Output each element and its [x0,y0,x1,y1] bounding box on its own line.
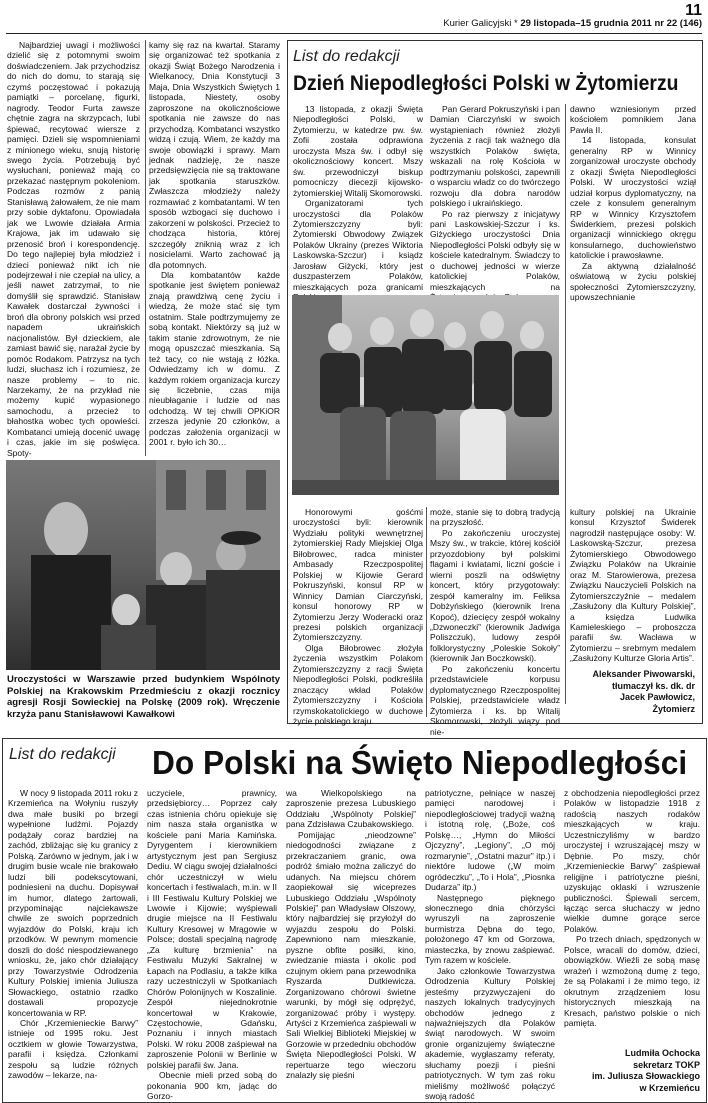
paragraph: Za aktywną działalność oświatową w życiu polskiej społeczności Żytomierszczyzny, upowszechnianie [570,260,696,303]
right-article-bottom-col2 [430,507,560,737]
header-rule [6,33,702,34]
paragraph: Pomijając „nieodzowne” niedogodności związane z przekraczaniem granic, owa podróż śmiało można zaliczyć do udanych. Na miejscu chórem zaopiekował się wiceprezes Lubuskiego Oddziału „Wspólnoty Polskiej” pan Władysław Olszowy, który najbardziej się przyłożył do wyjazdu zespołu do Polski. Zapewniono nam mieszkanie, pyszne obfite posiłki, kino, zwiedzanie miasta i okolic pod czujnym okiem pana przewodnika Ryszarda Dutkiewicza. Zorganizowano chórowi świetne warunki, by mógł się odprężyć, zorganizować próby i występy. Artyści z Krzemieńca zaśpiewali w Sali Wielkiej Biblioteki Miejskiej w Gorzowie w przededniu obchodów Święta Niepodległości Polski. W repertuarze tego wieczoru znalazły się pieśni [286,829,416,1081]
signature-line: im. Juliusza Słowackiego [591,1071,700,1081]
running-head-publication: Kurier Galicyjski * [443,18,521,29]
signature-bottom-article [560,1048,700,1094]
paragraph: Obecnie mieli przed sobą do pokonania 900 km, jadąc do Gorzo- [147,1070,277,1102]
paragraph: Następnego pięknego słonecznego dnia chórzyści wyruszyli na zaproszenie burmistrza Dębna do tego, położonego 47 km od Gorzowa, miasteczka, by znowu zaśpiewać. Tym razem w kościele. [425,892,555,966]
column-divider [145,40,146,456]
right-article-bottom-col3 [570,507,696,664]
left-article-col1 [7,40,140,460]
column-divider [565,104,566,704]
signature-line: tłumaczył ks. dk. dr [611,680,695,691]
paragraph: Jako członkowie Towarzystwa Odrodzenia Kultury Polskiej jesteśmy przyzwyczajeni do naszych lokalnych tradycyjnych obchodów jednego z najważniejszych dla Polaków świąt narodowych. W swoim gronie organizujemy świąteczne akademie, wygłaszamy referaty, słuchamy poezji i pieśni patriotycznych. W tym zaś roku mieliśmy możliwość połączyć swoją radość [425,965,555,1102]
ceremony-photo [6,460,280,670]
paragraph: kultury polskiej na Ukrainie konsul Krzysztof Świderek nagrodził następujące osoby: W. Laskowską-Szczur, prezesa Żytomierskiego Obwodowego Związku Polaków na Ukrainie oraz M. Starowierowa, prezesa Związku Nauczycieli Polskich na Żytomierszczyźnie – medalem „Zasłużony dla Kultury Polskiej”, a księdza Ludwika Kamieleskiego – proboszcza parafii św. Wacława w Żytomierzu – srebrnym medalem „Zasłużony Kulturze Gloria Artis”. [570,507,696,664]
paragraph: W nocy 9 listopada 2011 roku z Krzemieńca na Wołyniu ruszyły dwa małe busiki po brzegi wypełnione ludźmi. Pojazdy podążały coraz bardziej na zachód, zbliżając się ku granicy z Polską. Zarówno w jednym, jak i w drugim busie wcale nie brakowało ludzi bili podekscytowani, podniesieni na duchu. Dopisywał im humor, dlatego żartowali, przypominając najciekawsze chwile ze swoich poprzednich wyjazdów do Polski, kraju ich przodków. W pewnym momencie doszli do dość niespodziewanego wniosku, że, jako chór działający przy Towarzystwie Odrodzenia Kultury Polskiej imienia Juliusza Słowackiego, ostatnio rzadko dostawali propozycje koncertowania w RP. [8,788,138,1018]
signature-line: sekretarz TOKP [633,1059,700,1070]
paragraph: wa Wielkopolskiego na zaproszenie prezesa Lubuskiego Oddziału „Wspólnoty Polskiej” pana Zdzisława Czubakowskiego. [286,788,416,830]
paragraph: Honorowymi gośćmi uroczystości byli: kierownik Wydziału polityki wewnętrznej żytomierskiej Rady Miejskiej Olga Biłobrowec, radca minister Ambasady Rzeczpospolitej Polskiej w Kijowie Gerard Pokruszyński, konsul RP w Winnicy Damian Ciarczyński, konsul honorowy RP w Żytomierzu Jerzy Woderacki oraz prezesi polskich organizacji Żytomierszczyzny. [293,507,423,643]
paragraph: Po zakończeniu uroczystej Mszy św., w trakcie, której kościół przyozdobiony był polskimi flagami i kwiatami, liczni goście i wierni poszli na odświętny koncert, który przygotowały: zespół kameralny im. Feliksa Dobżyńskiego (kierownik Irena Kopoć), dziecięcy zespół wokalny „Dzwoneczki” (kierownik Jadwiga Poliszczuk), ludowy zespół folklorystyczny „Poleskie Sokoły” (kierownik Jan Boczkowski). [430,527,560,664]
paragraph: uczyciele, prawnicy, przedsiębiorcy… Poprzez cały czas istnienia chóru opiekuje się nim nasza stała organistka w kościele pani Maria Kamińska. Dyrygentem i kierownikiem artystycznym jest pan Sergiusz Dediu. W ciągu swojej działalności chór uczestniczył w wielu koncertach i festiwalach, m.in. w II i III Festiwalu Kultury Polskiej we Lwowie i Kijowie; wyśpiewali drugie miejsce na II Festiwalu Kultury Kresowej w Mrągowie w Polsce; dostali specjalną nagrodę „Za kulturę brzmienia” na Festiwalu Muzyki Sakralnej w Łapach na Podlasiu, a także kilka razy uczestniczyli w Spotkaniach Chórów Polonijnych w Koszalinie. Zespół niejednokrotnie koncertował w Krakowie, Częstochowie, Gdańsku, Poznaniu i innych miastach Polski. W roku 2008 zaśpiewał na zaproszenie Polonii w Berlinie w polskiej parafii św. Jana. [147,788,277,1070]
bottom-article-col5 [564,788,700,1038]
right-article-top-col2 [430,104,560,292]
article-title: Dzień Niepodległości Polski w Żytomierzu [293,72,679,95]
paragraph: kamy się raz na kwartał. Staramy się organizować też spotkania z okazji Świąt Bożego Narodzenia i Wielkanocy, Dnia Konstytucji 3 Maja, Dnia Wszystkich Świętych 1 listopada, Niestety, osoby zaproszone na okolicznościowe spotkania nie zawsze do nas przychodzą. Kombatanci wszystko widzą i czują. Wiem, że każdy ma swoje obowiązki i sprawy. Mam jednak nadzieję, że nasze przedsięwzięcia nie są traktowane jak spotkania staruszków. Zwłaszcza młodzieży należy rozmawiać z kombatantami. W ten sposób wzbogaci się duchowo i zakorzeni w polskości. Przecież to chodząca historia, której szczegóły zniknią wraz z ich nosicielami. Warto zachować ją dla potomnych. [149,40,280,270]
running-head [443,18,702,29]
bottom-article-col1 [8,788,138,1100]
right-article-top-col3 [570,104,696,434]
paragraph: Po trzech dniach, spędzonych w Polsce, wracali do domów, dzieci, obowiązków. Wieźli ze sobą masę wrażeń i wzmożoną dumę z tego, że są Polakami i że mimo tego, iż okrutnym zrządzeniem losu historycznych mieszkają na Kresach, państwo polskie o nich pamięta. [564,934,700,1028]
paragraph: Po zakończeniu koncertu przedstawiciele korpusu dyplomatycznego Rzeczpospolitej Polskiej, przedstawiciele władz Żytomierza i ks. bp Witalij Skomorowski, złożyli wiązy pod nie- [430,663,560,737]
photo-caption: Uroczystości w Warszawie przed budynkiem Wspólnoty Polskiej na Krakowskim Przedmieściu z okazji rocznicy agresji Rosji Sowieckiej na Polskę (2009 rok). Wręczenie krzyża panu Stanisławowi Kawałkowi [7,674,280,720]
paragraph: patriotyczne, pełniące w naszej pamięci narodowej i niepodległościowej tradycji ważną i istotną rolę, („Boże, coś Polskę…, „Hymn do Miłości Ojczyzny”, „Legiony”, „O mój rozmarynie”, „Ostatni mazur” itp.) i niektóre ludowe („W moim ogródeczku”, „To i Hola”, „Piosnka Dudarza” itp.) [425,788,555,893]
paragraph: Chór „Krzemienieckie Barwy” istnieje od 1995 roku. Jest ocztkiem w głowie Towarzystwa, parafii i księdza. Członkami zespołu są ludzie różnych zawodów – lekarze, na- [8,1017,138,1081]
signature-line: Ludmiła Ochocka [624,1048,700,1058]
left-article-col2 [149,40,280,460]
paragraph: 14 listopada, konsulat generalny RP w Winnicy zorganizował uroczyste obchody z okazji Święta Niepodległości Polski. W uroczystości wziął udział korpus dyplomatyczny, na czele z konsulem generalnym RP w Winnicy Krzysztofem Świderkiem, prezesi polskich organizacji winnickiego okręgu konsularnego, duchowieństwo katolickie i prawosławne. [570,135,696,261]
paragraph: Olga Biłobrowec złożyła życzenia wszystkim Polakom Żytomierszczyzny z racji Święta Niepodległości Polski, podkreśliła znaczący wkład Polaków Żytomierszczyzny i Kościoła rzymskokatolickiego w duchowe życie polskiego kraju. [293,642,423,727]
paragraph: Dla kombatantów każde spotkanie jest świętem ponieważ znają prawdziwą cenę życiu i wiedzą, że może stać się tym ostatnim. Stale podtrzymujemy ze sobą kontakt. Niektórzy są już w takim stanie zdrowotnym, że nie mogą opuszczać mieszkania. Są też tacy, co nie wstają z łóżka. Odwiedzamy ich w domu. Z każdym rokiem organizacja kurczy się liczebnie, czas mija nieubłaganie i ludzie od nas odchodzą. W tej chwili OPKiOR zrzesza jedynie 20 członków, a podczas założenia organizacji w 2001 r. było ich 30… [149,269,280,448]
right-article-bottom-col1 [293,507,423,727]
signature-line: Jacek Pawłowicz, [619,692,695,702]
paragraph: z obchodzenia niepodległości przez Polaków w listopadzie 1918 z radością naszych rodaków mieszkających w kraju. Uczestniczyliśmy w bardzo uroczystej i wzruszającej mszy w Dębnie. Po mszy, chór „Krzemienieckie Barwy” zaśpiewał religijne i patriotyczne pieśni, uzyskując oklaski i wzruszenie publiczności. Śpiewali sercem, łącząc serca słuchaczy w jedno wielkie dumne gorące serce Polaków. [564,788,700,934]
running-head-issue: 29 listopada–15 grudnia 2011 nr 22 (146) [520,18,702,29]
paragraph: może, stanie się to dobrą tradycją na przyszłość. [430,507,560,528]
right-article-top-col1 [293,104,423,292]
paragraph: Najbardziej uwagi i możliwości dzielić się z potomnymi swoim doświadczeniem. Jak przychodzisz do nich do domu, to starają się czymś poczęstować i pokazują pamiątki – porcelanę, figurki, nagrody. Teodor Furta zawsze chętnie zagra na skrzypcach, lubi śpiewać, recytować wiersze z pamięci. Dzieli się wspomnieniami z minionego wieku, snują historię swego życia. Potrzebują być wysłuchani, ponieważ mają co przekazać następnym pokoleniom. Podczas rozmów z panią Stanisławą żałowałem, że nie mam przy sobie dyktafonu. Opowiadała jak we Lwowie działała Armia Krajowa, jak im udawało się przenosić broń i korespondencję. Do tego najlepiej była młodzież i dzieci ponieważ nikt ich nie podejrzewał i nie czepiał na ulicy, a jeśli nawet zatrzymał, to nie domyślił się sprawdzić. Stanisław Kawałek dostarczał żywności i broń dla obrony polskich wsi przed napadem ukraińskich nacjonalistów. Był dzieckiem, ale zamiast bawić się, narażał życie by pomóc Rodakom. Patrzysz na tych ludzi, słuchasz ich i rozumiesz, że nasze problemy – to nic. Narzekamy, że na przykład nie możemy kupić wypasionego samochodu, a przecież to błahostka wobec tych opowieści. Kombatanci umieją docenić uwagę i czas, jakie im się poświęca. Spoty- [7,40,140,458]
bottom-article-col4 [425,788,555,1100]
signature-top-article [560,669,695,715]
paragraph: dawno wzniesionym przed kościołem pomnikiem Jana Pawła II. [570,104,696,135]
page-number: 11 [685,2,702,19]
signature-line: Żytomierz [652,703,695,714]
paragraph: Pan Gerard Pokruszyński i pan Damian Ciarczyński w swoich wystąpieniach również złożyli życzenia z racji tak ważnego dla wszystkich Polaków święta, wskazali na rolę Kościoła w podtrzymaniu polskości, zapewnili o wsparciu władz co do twórczego rozwoju dla dobra narodów polskiego i ukraińskiego. [430,104,560,209]
bottom-article-col3 [286,788,416,1100]
paragraph: Po raz pierwszy z inicjatywy pani Laskowskiej-Szczur i ks. Giżyckiego uroczystości Dnia Niepodległości Polski odbyły się w kościele katedralnym. Świadczy to o duchowej jedności w wierze katolickiej Polaków, mieszkających na [430,208,560,292]
signature-line: Aleksander Piwowarski, [592,669,695,679]
section-rubric: List do redakcji [9,746,116,763]
article-title: Do Polski na Święto Niepodległości [152,744,688,781]
signature-line: w Krzemieńcu [639,1082,700,1093]
paragraph: 13 listopada, z okazji Święta Niepodległości Polski, w Żytomierzu, w katedrze pw. św. Zofii została odprawiona uroczysta Msza św. i odbył się okolicznościowy koncert. Mszy św. przewodniczył biskup pomocniczy diecezji kijowsko-żytomierskiej Witalij Skomorowski. [293,104,423,198]
paragraph: Organizatorami tych uroczystości dla Polaków Żytomierszczyzny byli: Żytomierski Obwodowy Związek Polaków Ukrainy (prezes Wiktoria Laskowska-Szczur) i ksiądz Jarosław Giżycki, który jest duszpasterzem Polaków, mieszkających poza granicami [293,198,423,292]
ceremony-photo-image [6,460,280,670]
bottom-article-col2 [147,788,277,1100]
group-photo-image [292,295,559,495]
section-rubric: List do redakcji [293,48,400,65]
column-divider [426,507,427,717]
group-photo [292,295,559,495]
